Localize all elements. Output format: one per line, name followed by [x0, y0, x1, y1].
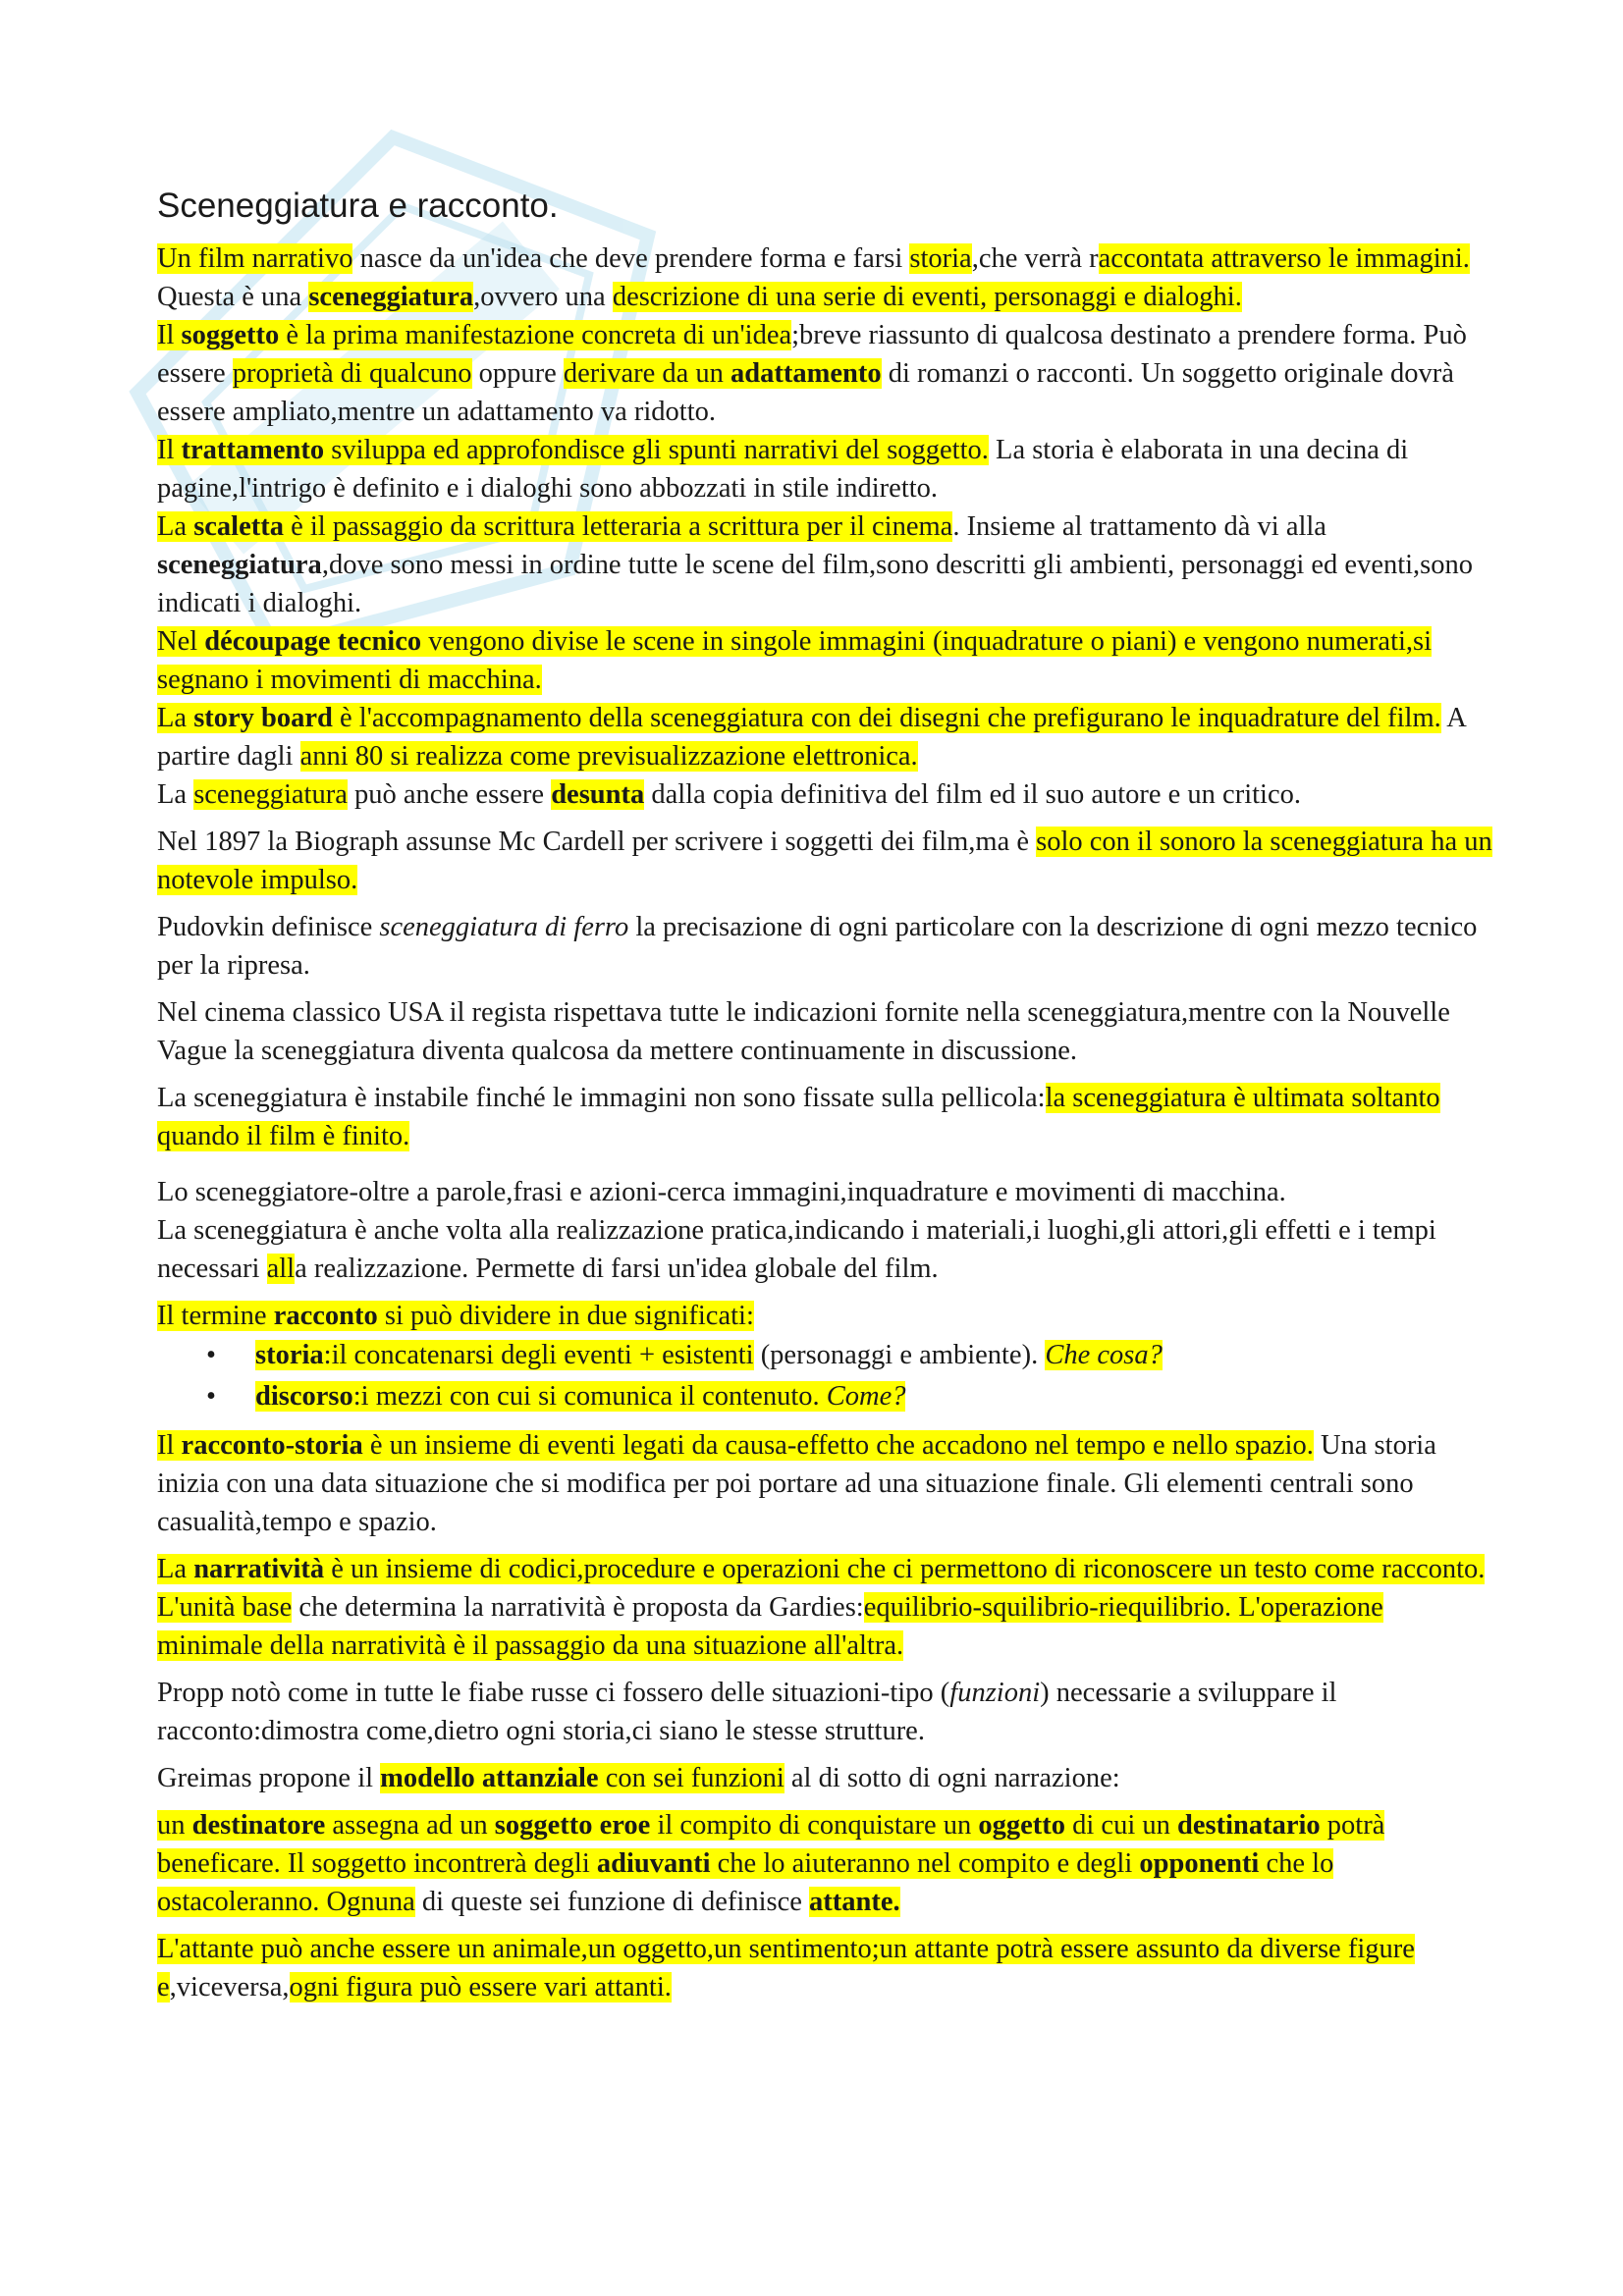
paragraph-biograph: Nel 1897 la Biograph assunse Mc Cardell per scrivere i soggetti dei film,ma è solo con il sonoro la sceneggiatura ha un notevole impulso.: [157, 827, 1492, 895]
paragraph-propp: Propp notò come in tutte le fiabe russe ci fossero delle situazioni-tipo (funzioni) necessarie a sviluppare il racconto:dimostra come,dietro ogni storia,ci siano le stesse strutture.: [157, 1678, 1337, 1746]
paragraph-sceneggiatore: Lo sceneggiatore-oltre a parole,frasi e azioni-cerca immagini,inquadrature e movimenti di macchina.: [157, 1177, 1286, 1207]
paragraph-attante: L'attante può anche essere un animale,un oggetto,un sentimento;un attante potrà essere assunto da diverse figure e,viceversa,ogni figura può essere vari attanti.: [157, 1934, 1415, 2002]
paragraph-greimas: Greimas propone il modello attanziale con sei funzioni al di sotto di ogni narrazione:: [157, 1763, 1120, 1793]
paragraph-decoupage: Nel découpage tecnico vengono divise le scene in singole immagini (inquadrature o piani) e vengono numerati,si segnano i movimenti di macchina.: [157, 626, 1433, 695]
page-title: Sceneggiatura e racconto.: [157, 187, 559, 225]
paragraph-racconto: Il termine racconto si può dividere in due significati:: [157, 1301, 754, 1331]
paragraph-film-narrativo: Un film narrativo nasce da un'idea che deve prendere forma e farsi storia,che verrà raccontata attraverso le immagini. Questa è una sceneggiatura,ovvero una descrizione di una serie di eventi, personaggi e dialoghi.: [157, 243, 1470, 312]
paragraph-instabile: La sceneggiatura è instabile finché le immagini non sono fissate sulla pellicola:la sceneggiatura è ultimata soltanto quando il film è finito.: [157, 1083, 1440, 1151]
paragraph-soggetto: Il soggetto è la prima manifestazione concreta di un'idea;breve riassunto di qualcosa destinato a prendere forma. Può essere proprietà di qualcuno oppure derivare da un adattamento di romanzi o racconti. Un soggetto originale dovrà essere ampliato,mentre un adattamento va ridotto.: [157, 320, 1467, 427]
bullet-icon: •: [206, 1340, 216, 1370]
paragraph-cinema-classico: Nel cinema classico USA il regista rispettava tutte le indicazioni fornite nella sceneggiatura,mentre con la Nouvelle Vague la sceneggiatura diventa qualcosa da mettere continuamente in discussione.: [157, 997, 1450, 1066]
racconto-list: [157, 1335, 1492, 1417]
paragraph-realizzazione: La sceneggiatura è anche volta alla realizzazione pratica,indicando i materiali,i luoghi,gli attori,gli effetti e i tempi necessari alla realizzazione. Permette di farsi un'idea globale del film.: [157, 1215, 1436, 1284]
paragraph-modello-attanziale: un destinatore assegna ad un soggetto eroe il compito di conquistare un oggetto di cui un destinatario potrà beneficare. Il soggetto incontrerà degli adiuvanti che lo aiuteranno nel compito e degli opponenti che lo ostacoleranno. Ognuna di queste sei funzione di definisce attante.: [157, 1810, 1385, 1917]
list-item: • storia:il concatenarsi degli eventi + esistenti (personaggi e ambiente). Che cosa?: [157, 1335, 1492, 1376]
paragraph-story-board: La story board è l'accompagnamento della sceneggiatura con dei disegni che prefigurano le inquadrature del film. A partire dagli anni 80 si realizza come previsualizzazione elettronica.: [157, 703, 1466, 772]
document-page: [157, 187, 1492, 2006]
paragraph-pudovkin: Pudovkin definisce sceneggiatura di ferro la precisazione di ogni particolare con la descrizione di ogni mezzo tecnico per la ripresa.: [157, 912, 1478, 981]
paragraph-scaletta: La scaletta è il passaggio da scrittura letteraria a scrittura per il cinema. Insieme al trattamento dà vi alla sceneggiatura,dove sono messi in ordine tutte le scene del film,sono descritti gli ambienti, personaggi ed eventi,sono indicati i dialoghi.: [157, 511, 1474, 618]
paragraph-narrativita: La narratività è un insieme di codici,procedure e operazioni che ci permettono di riconoscere un testo come racconto. L'unità base che determina la narratività è proposta da Gardies:equilibrio-squilibrio-riequilibrio. L'operazione minimale della narratività è il passaggio da una situazione all'altra.: [157, 1554, 1486, 1661]
list-item: • discorso:i mezzi con cui si comunica il contenuto. Come?: [157, 1376, 1492, 1417]
paragraph-racconto-storia: Il racconto-storia è un insieme di eventi legati da causa-effetto che accadono nel tempo e nello spazio. Una storia inizia con una data situazione che si modifica per poi portare ad una situazione finale. Gli elementi centrali sono casualità,tempo e spazio.: [157, 1430, 1436, 1537]
paragraph-desunta: La sceneggiatura può anche essere desunta dalla copia definitiva del film ed il suo autore e un critico.: [157, 779, 1301, 810]
paragraph-trattamento: Il trattamento sviluppa ed approfondisce gli spunti narrativi del soggetto. La storia è elaborata in una decina di pagine,l'intrigo è definito e i dialoghi sono abbozzati in stile indiretto.: [157, 435, 1409, 504]
bullet-icon: •: [206, 1381, 216, 1412]
